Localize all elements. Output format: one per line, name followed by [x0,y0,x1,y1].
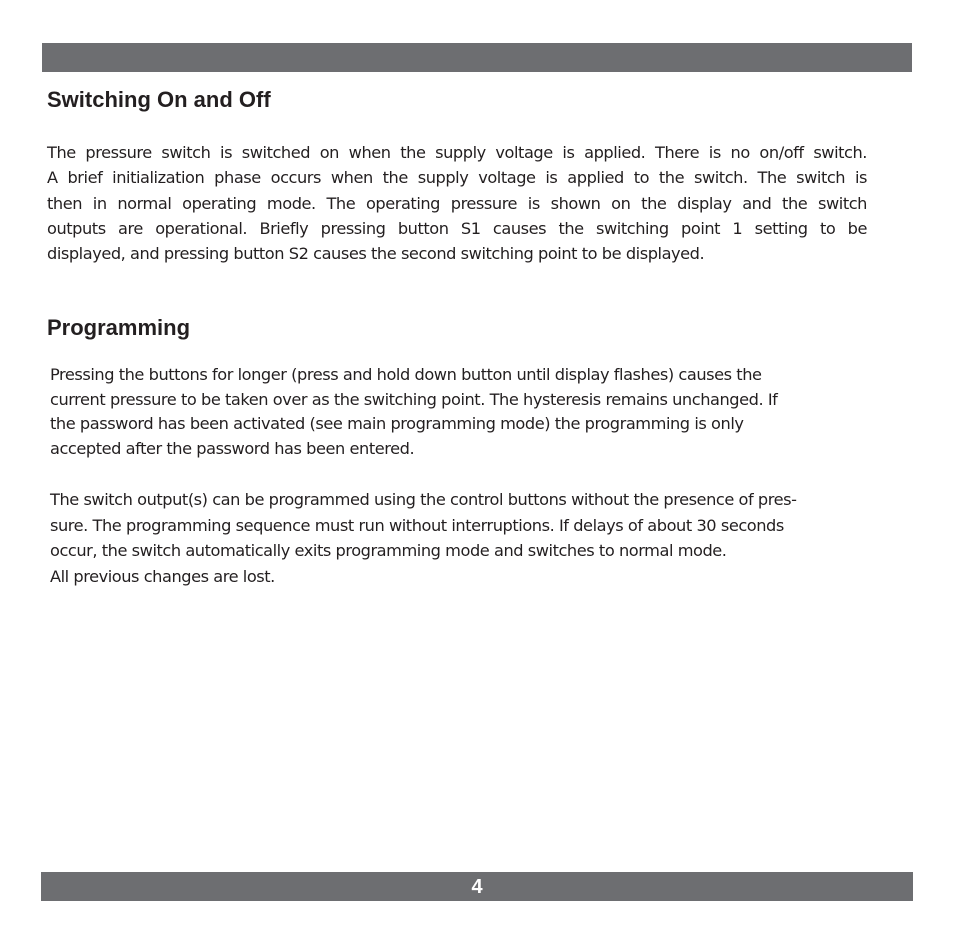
text-line: outputs are operational. Briefly pressing button S1 causes the switching point 1 setting to be [47,218,867,238]
text-line: current pressure to be taken over as the switching point. The hysteresis remains unchanged. If [50,389,778,409]
section-heading-programming: Programming [47,315,191,340]
text-line: The pressure switch is switched on when the supply voltage is applied. There is no on/off switch. [47,143,867,162]
section-heading-switching: Switching On and Off [47,87,271,112]
text-line: sure. The programming sequence must run without interruptions. If delays of about 30 seconds [50,515,784,535]
text-line: Pressing the buttons for longer (press and hold down button until display flashes) causes the [50,365,762,384]
text-line: then in normal operating mode. The operating pressure is shown on the display and the switch [47,193,867,213]
text-line: The switch output(s) can be programmed using the control buttons without the presence of pres- [50,490,797,509]
text-line: occur, the switch automatically exits programming mode and switches to normal mode. [50,541,727,561]
text-line: accepted after the password has been entered. [50,438,415,458]
paragraph-programming-2 [50,487,875,590]
footer-bar [41,872,913,901]
text-line: A brief initialization phase occurs when the supply voltage is applied to the switch. The switch is [47,168,867,188]
paragraph-switching [47,140,867,266]
header-bar [42,43,912,72]
paragraph-programming-1 [50,363,870,461]
page-number: 4 [471,875,483,898]
text-line: displayed, and pressing button S2 causes the second switching point to be displayed. [47,244,705,264]
text-line: All previous changes are lost. [50,567,275,587]
text-line: the password has been activated (see main programming mode) the programming is only [50,414,744,433]
